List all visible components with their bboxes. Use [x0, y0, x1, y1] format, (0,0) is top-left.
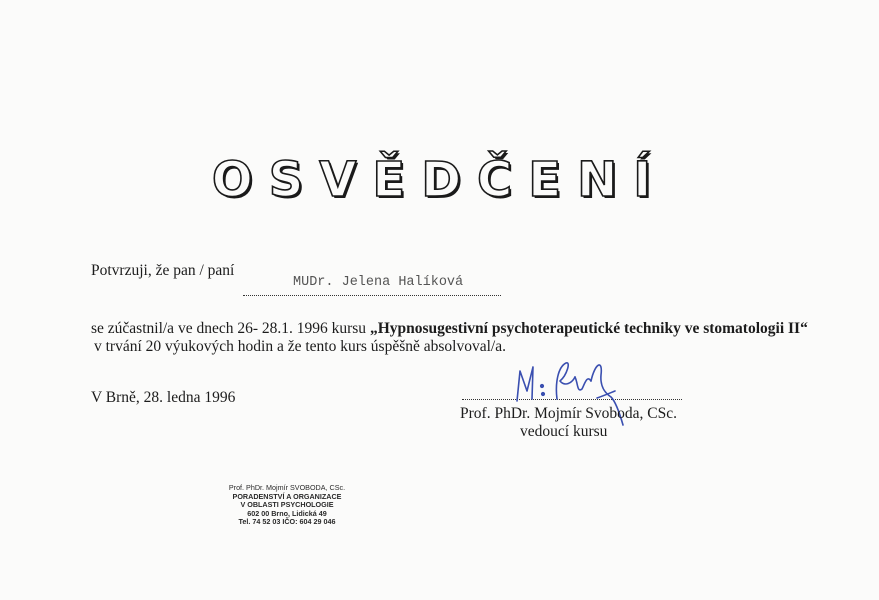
body-line-1-prefix: se zúčastnil/a ve dnech 26- 28.1. 1996 kursu	[91, 320, 370, 337]
certificate-title: OSVĚDČENÍ	[211, 152, 668, 208]
stamp-line: V OBLASTI PSYCHOLOGIE	[240, 500, 334, 510]
course-name: „Hypnosugestivní psychoterapeutické techniky ve stomatologii II“	[369, 320, 808, 337]
stamp-line: PORADENSTVÍ A ORGANIZACE	[232, 491, 342, 501]
stamp-line: Prof. PhDr. Mojmír SVOBODA, CSc.	[228, 483, 346, 492]
body-line-1	[91, 320, 808, 338]
signatory-name: Prof. PhDr. Mojmír Svoboda, CSc.	[460, 405, 678, 422]
intro-label: Potvrzuji, že pan / paní	[91, 262, 235, 279]
signatory-role: vedoucí kursu	[520, 423, 608, 440]
name-dotted-line	[243, 295, 501, 296]
place-date: V Brně, 28. ledna 1996	[91, 389, 236, 406]
body-line-2: v trvání 20 výukových hodin a že tento kurs úspěšně absolvoval/a.	[94, 338, 506, 355]
stamp-line: 602 00 Brno, Lidická 49	[247, 508, 327, 518]
office-stamp	[212, 484, 362, 527]
stamp-line: Tel. 74 52 03 IČO: 604 29 046	[238, 517, 336, 527]
recipient-name: MUDr. Jelena Halíková	[293, 275, 464, 290]
